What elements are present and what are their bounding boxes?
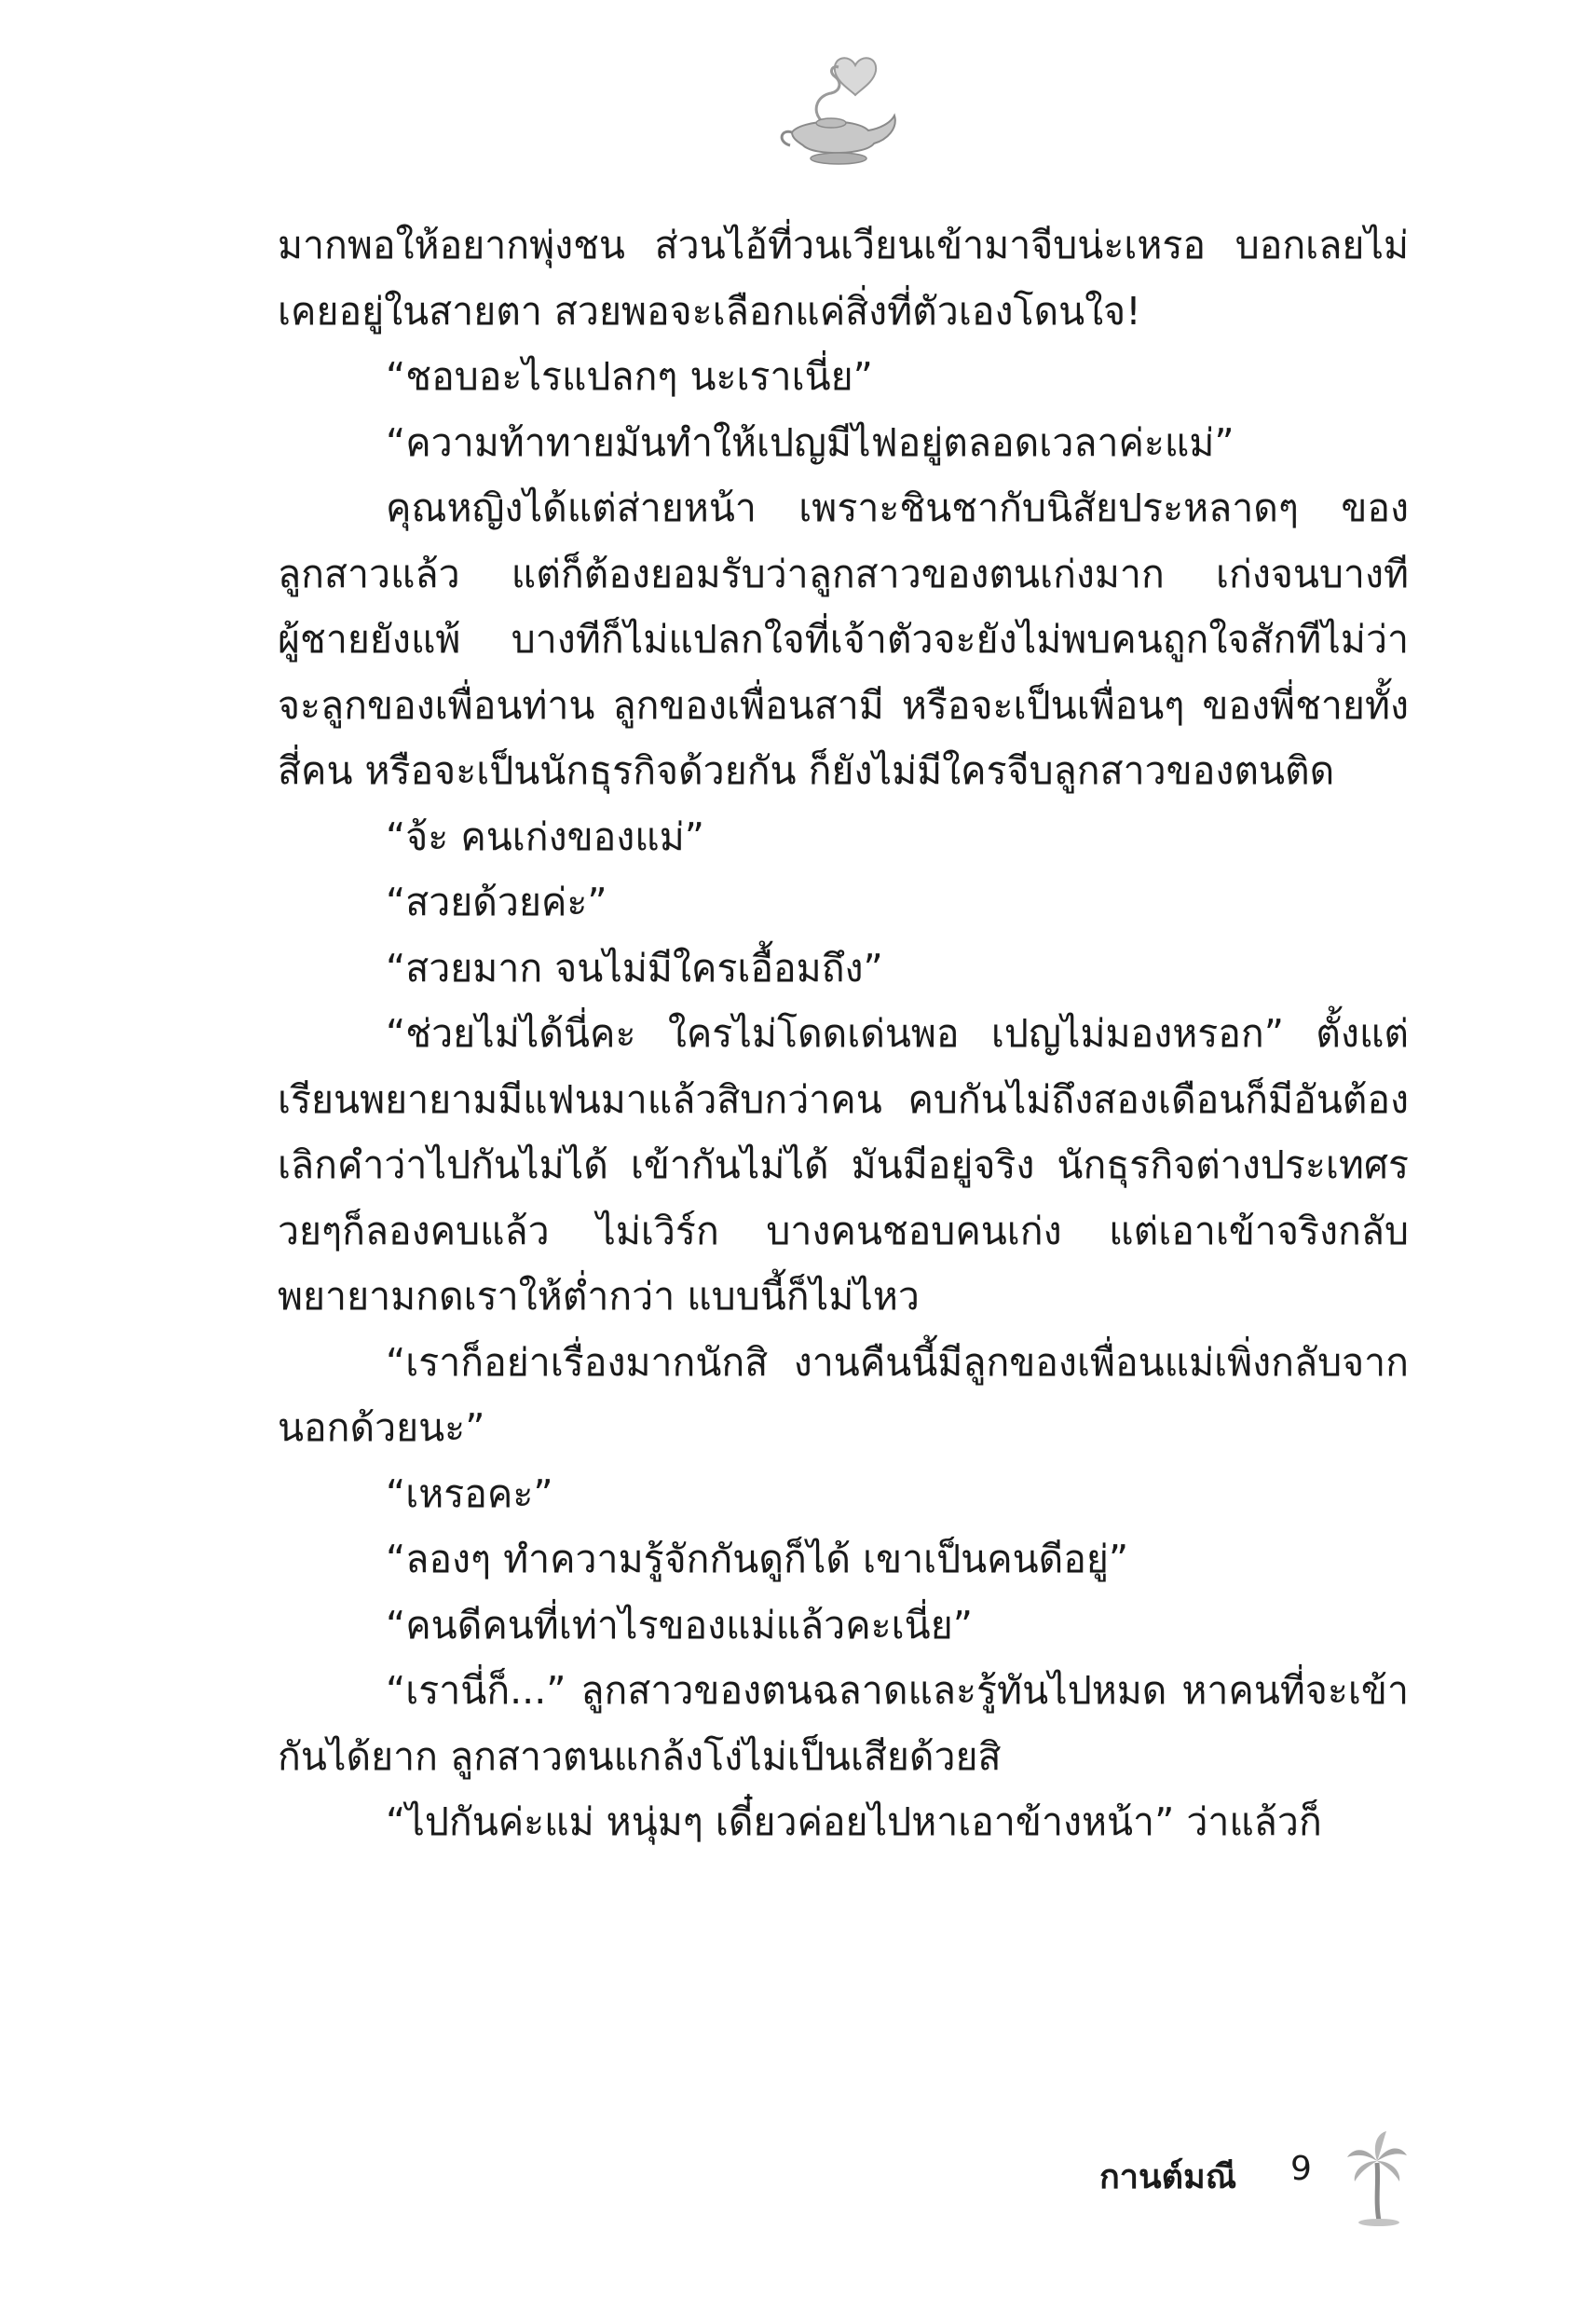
paragraph: “ช่วยไม่ได้นี่คะ ใครไม่โดดเด่นพอ เปญไม่มองหรอก” ตั้งแต่เรียนพยายามมีแฟนมาแล้วสิบกว่าคน คบกันไม่ถึงสองเดือนก็มีอันต้องเลิกคำว่าไปกันไม่ได้ เข้ากันไม่ได้ มันมีอยู่จริง นักธุรกิจต่างประเทศรวยๆก็ลองคบแล้ว ไม่เวิร์ก บางคนชอบคนเก่ง แต่เอาเข้าจริงกลับพยายามกดเราให้ต่ำกว่า แบบนี้ก็ไม่ไหว [278, 1011, 1409, 1319]
book-title: กานต์มณี [1099, 2158, 1237, 2196]
paragraph: “สวยมาก จนไม่มีใครเอื้อมถึง” [386, 945, 883, 991]
genie-lamp-heart-icon [764, 48, 913, 170]
page-number: 9 [1290, 2150, 1312, 2188]
paragraph: มากพอให้อยากพุ่งชน ส่วนไอ้ที่วนเวียนเข้ามาจีบน่ะเหรอ บอกเลยไม่เคยอยู่ในสายตา สวยพอจะเลือกแค่สิ่งที่ตัวเองโดนใจ! [278, 223, 1409, 334]
page-footer [1099, 2129, 1491, 2232]
paragraph: “ความท้าทายมันทำให้เปญมีไฟอยู่ตลอดเวลาค่ะแม่” [386, 419, 1235, 465]
paragraph: “ไปกันค่ะแม่ หนุ่มๆ เดี๋ยวค่อยไปหาเอาข้างหน้า” ว่าแล้วก็ [386, 1799, 1322, 1844]
paragraph: “เรานี่ก็...” ลูกสาวของตนฉลาดและรู้ทันไปหมด หาคนที่จะเข้ากันได้ยาก ลูกสาวตนแกล้งโง่ไม่เป็นเสียด้วยสิ [278, 1668, 1409, 1779]
palm-tree-icon [1344, 2129, 1409, 2227]
book-body-text [278, 212, 1409, 1855]
paragraph: “คนดีคนที่เท่าไรของแม่แล้วคะเนี่ย” [386, 1602, 973, 1648]
paragraph: “ลองๆ ทำความรู้จักกันดูก็ได้ เขาเป็นคนดีอยู่” [386, 1537, 1129, 1581]
paragraph: คุณหญิงได้แต่ส่ายหน้า เพราะชินชากับนิสัยประหลาดๆ ของลูกสาวแล้ว แต่ก็ต้องยอมรับว่าลูกสาวของตนเก่งมาก เก่งจนบางทีผู้ชายยังแพ้ บางทีก็ไม่แปลกใจที่เจ้าตัวจะยังไม่พบคนถูกใจสักทีไม่ว่าจะลูกของเพื่อนท่าน ลูกของเพื่อนสามี หรือจะเป็นเพื่อนๆ ของพี่ชายทั้งสี่คน หรือจะเป็นนักธุรกิจด้วยกัน ก็ยังไม่มีใครจีบลูกสาวของตนติด [278, 485, 1409, 793]
paragraph: “เหรอคะ” [386, 1470, 553, 1516]
paragraph: “เราก็อย่าเรื่องมากนักสิ งานคืนนี้มีลูกของเพื่อนแม่เพิ่งกลับจากนอกด้วยนะ” [278, 1339, 1409, 1450]
paragraph: “ชอบอะไรแปลกๆ นะเราเนี่ย” [386, 354, 873, 399]
paragraph: “จ้ะ คนเก่งของแม่” [386, 814, 704, 859]
paragraph: “สวยด้วยค่ะ” [386, 880, 607, 924]
